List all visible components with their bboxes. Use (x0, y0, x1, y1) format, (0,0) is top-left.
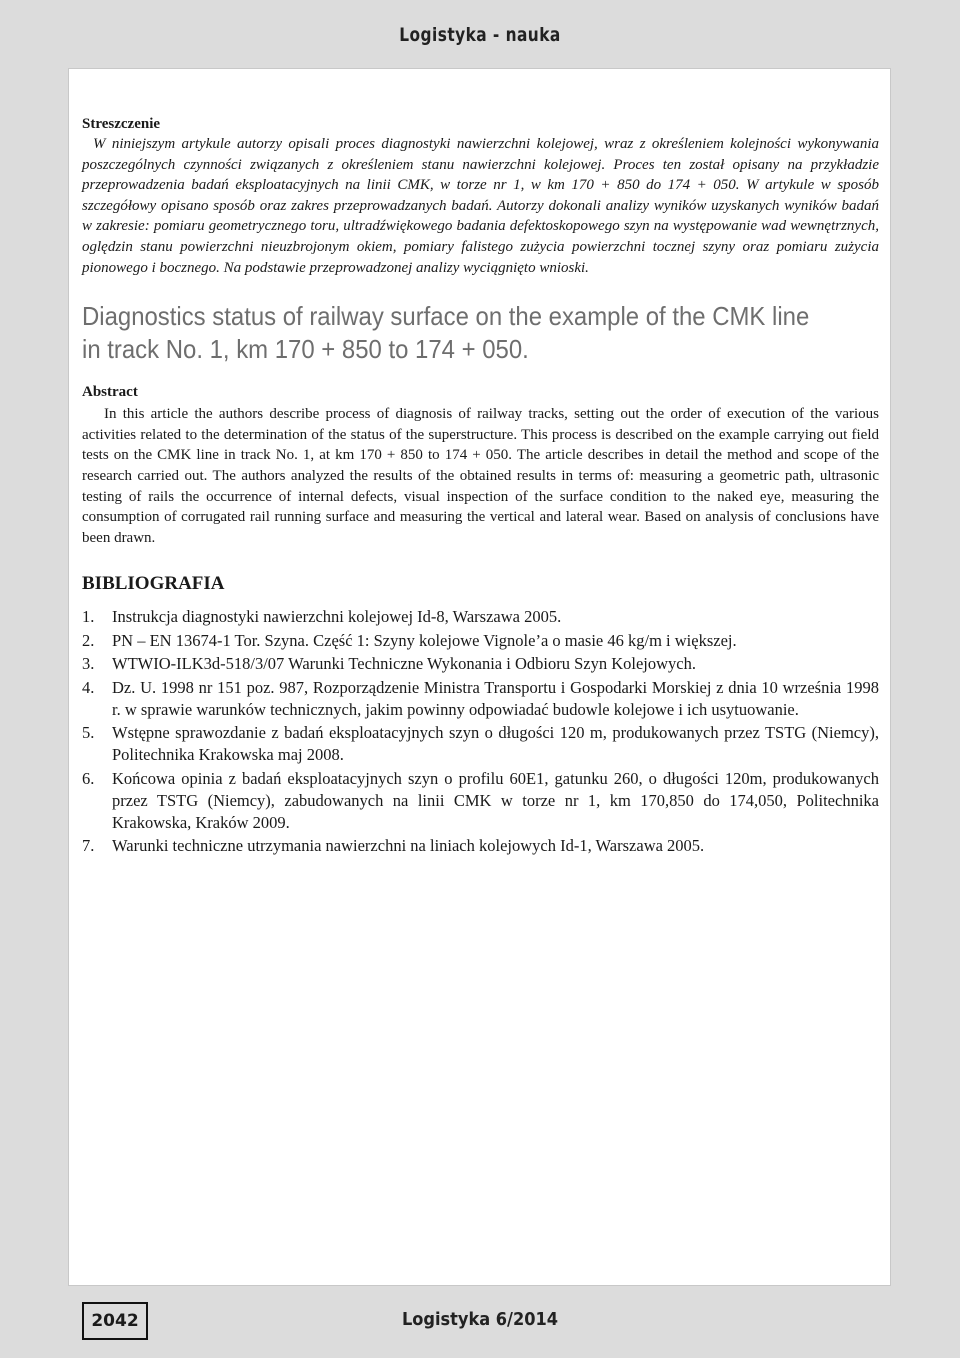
bibliography-item-number: 7. (82, 836, 95, 856)
polish-abstract-heading: Streszczenie (82, 116, 161, 132)
bibliography-list (82, 606, 879, 857)
bibliography-item (82, 606, 879, 628)
bibliography-item-number: 1. (82, 607, 95, 627)
bibliography-item-number: 5. (82, 723, 95, 743)
english-title (82, 300, 882, 366)
running-header: Logistyka - nauka (399, 24, 561, 46)
bibliography-item-number: 2. (82, 630, 95, 650)
bibliography-heading: BIBLIOGRAFIA (82, 573, 225, 595)
bibliography-item (82, 835, 879, 857)
bibliography-item-text: Instrukcja diagnostyki nawierzchni kolejowej Id-8, Warszawa 2005. (112, 607, 562, 627)
english-title-line-2: in track No. 1, km 170 + 850 to 174 + 050. (82, 334, 529, 365)
journal-footer: Logistyka 6/2014 (401, 1309, 559, 1330)
bibliography-item-number: 4. (82, 677, 95, 697)
bibliography-item (82, 722, 879, 766)
bibliography-item (82, 653, 879, 675)
polish-abstract-text: W niniejszym artykule autorzy opisali proces diagnostyki nawierzchni kolejowej, wraz z określeniem kolejności wykonywania poszczególnych czynności związanych z określeniem stanu nawierzchni kolejowej. Proces ten został opisany na przykładzie przeprowadzenia badań eksploatacyjnych na linii CMK, w torze nr 1, w km 170 + 850 do 174 + 050. W artykule w sposób szczegółowy opisano sposób oraz zakres przeprowadzanych badań. Autorzy dokonali analizy wyników uzyskanych wyników badań w zakresie: pomiaru geometrycznego toru, ultradźwiękowego badania defektoskopowego szyn na występowanie wad wewnętrznych, oględzin stanu powierzchni nieuzbrojonym okiem, pomiary falistego zużycia powierzchni tocznej szyny oraz pomiaru zużycia pionowego i bocznego. Na podstawie przeprowadzonej analizy wyciągnięto wnioski. (82, 136, 879, 276)
english-title-line-1: Diagnostics status of railway surface on the example of the CMK line (82, 301, 810, 332)
english-abstract-heading: Abstract (82, 384, 138, 401)
bibliography-item-text: PN – EN 13674-1 Tor. Szyna. Część 1: Szyny kolejowe Vignole’a o masie 46 kg/m i większej. (112, 630, 737, 650)
bibliography-item-text: WTWIO-ILK3d-518/3/07 Warunki Techniczne Wykonania i Odbioru Szyn Kolejowych. (112, 654, 696, 674)
bibliography-item-text: Dz. U. 1998 nr 151 poz. 987, Rozporządzenie Ministra Transportu i Gospodarki Morskiej z dnia 10 września 1998 r. w sprawie warunków technicznych, jakim powinny odpowiadać budowle kolejowe i ich usytuowanie. (112, 677, 879, 719)
bibliography-item-text: Wstępne sprawozdanie z badań eksploatacyjnych szyn o długości 120 m, produkowanych przez TSTG (Niemcy), Politechnika Krakowska maj 2008. (112, 723, 879, 765)
article-content (82, 114, 879, 859)
bibliography-item-number: 3. (82, 654, 95, 674)
bibliography-item (82, 630, 879, 652)
page-number-box: 2042 (82, 1302, 148, 1340)
english-abstract-text: In this article the authors describe process of diagnosis of railway tracks, setting out the order of execution of the various activities related to the determination of the status of the superstructure. This process is described on the example carrying out field tests on the CMK line in track No. 1, at km 170 + 850 to 174 + 050. The article describes in detail the method and scope of the research carried out. The authors analyzed the results of the obtained results in terms of: measuring a geometric path, ultrasonic testing of rails the occurrence of internal defects, visual inspection of the surface condition to the naked eye, measuring the consumption of corrugated rail running surface and measuring the vertical and lateral wear. Based on analysis of conclusions have been drawn. (82, 406, 879, 546)
bibliography-item (82, 768, 879, 834)
bibliography-item-text: Końcowa opinia z badań eksploatacyjnych szyn o profilu 60E1, gatunku 260, o długości 120m, produkowanych przez TSTG (Niemcy), zabudowanych na linii CMK w torze nr 1, km 170,850 do 174,050, Politechnika Krakowska, Kraków 2009. (112, 768, 879, 832)
bibliography-item (82, 677, 879, 721)
bibliography-item-number: 6. (82, 768, 95, 788)
bibliography-item-text: Warunki techniczne utrzymania nawierzchni na liniach kolejowych Id-1, Warszawa 2005. (112, 836, 705, 856)
